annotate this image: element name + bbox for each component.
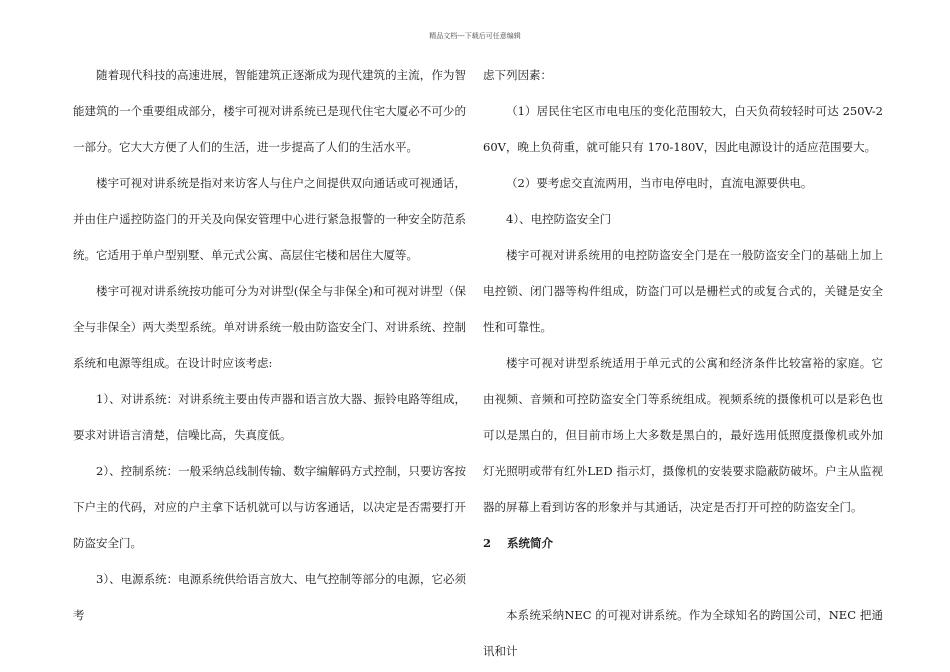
list-item-power: 3）、电源系统：电源系统供给语言放大、电气控制等部分的电源，它必须考: [73, 572, 466, 622]
right-column: [483, 57, 883, 669]
paragraph-types: 楼宇可视对讲系统按功能可分为对讲型(保全与非保全)和可视对讲型（保全与非保全）两大类型系统。单对讲系统一般由防盗安全门、对讲系统、控制系统和电源等组成。在设计时应该考虑:: [73, 284, 466, 370]
paragraph-continuation: 虑下列因素：: [483, 68, 552, 82]
section-number: 2: [483, 536, 492, 550]
list-item-control: 2）、控制系统：一般采纳总线制传输、数字编解码方式控制，只要访客按下户主的代码，对应的户主拿下话机就可以与访客通话，以决定是否需要打开防盗安全门。: [73, 464, 466, 550]
list-item-intercom: 1）、对讲系统：对讲系统主要由传声器和语言放大器、振铃电路等组成，要求对讲语言清楚，信噪比高，失真度低。: [73, 392, 466, 442]
paragraph-definition: 楼宇可视对讲系统是指对来访客人与住户之间提供双向通话或可视通话，并由住户遥控防盗门的开关及向保安管理中心进行紧急报警的一种安全防范系统。它适用于单户型别墅、单元式公寓、高层住宅楼和居住大厦等。: [73, 176, 466, 262]
left-column: [73, 57, 466, 633]
paragraph-intro: 随着现代科技的高速进展，智能建筑正逐渐成为现代建筑的主流，作为智能建筑的一个重要组成部分，楼宇可视对讲系统已是现代住宅大厦必不可少的一部分。它大大方便了人们的生活，进一步提高了人们的生活水平。: [73, 68, 466, 154]
page-header: 精品文档---下载后可任意编辑: [429, 32, 521, 40]
spacer: [483, 561, 883, 597]
section-heading: [483, 525, 883, 561]
paragraph-door: 楼宇可视对讲系统用的电控防盗安全门是在一般防盗安全门的基础上加上电控锁、闭门器等构件组成，防盗门可以是栅栏式的或复合式的，关键是安全性和可靠性。: [483, 248, 883, 334]
section-title: 系统简介: [507, 536, 553, 550]
list-item-acdc: （2）要考虑交直流两用，当市电停电时，直流电源要供电。: [506, 176, 813, 190]
paragraph-nec: 本系统采纳NEC 的可视对讲系统。作为全球知名的跨国公司，NEC 把通讯和计: [483, 608, 883, 658]
paragraph-video: 楼宇可视对讲型系统适用于单元式的公寓和经济条件比较富裕的家庭。它由视频、音频和可控防盗安全门等系统组成。视频系统的摄像机可以是彩色也可以是黑白的，但目前市场上大多数是黑白的，最好选用低照度摄像机或外加灯光照明或带有红外LED 指示灯，摄像机的安装要求隐蔽防破坏。户主从监视器的屏幕上看到访客的形象并与其通话，决定是否打开可控的防盗安全门。: [483, 356, 883, 514]
list-item-voltage: （1）居民住宅区市电电压的变化范围较大，白天负荷较轻时可达 250V-260V，晚上负荷重，就可能只有 170-180V，因此电源设计的适应范围要大。: [483, 104, 883, 154]
list-item-door-heading: 4）、电控防盗安全门: [506, 212, 612, 226]
